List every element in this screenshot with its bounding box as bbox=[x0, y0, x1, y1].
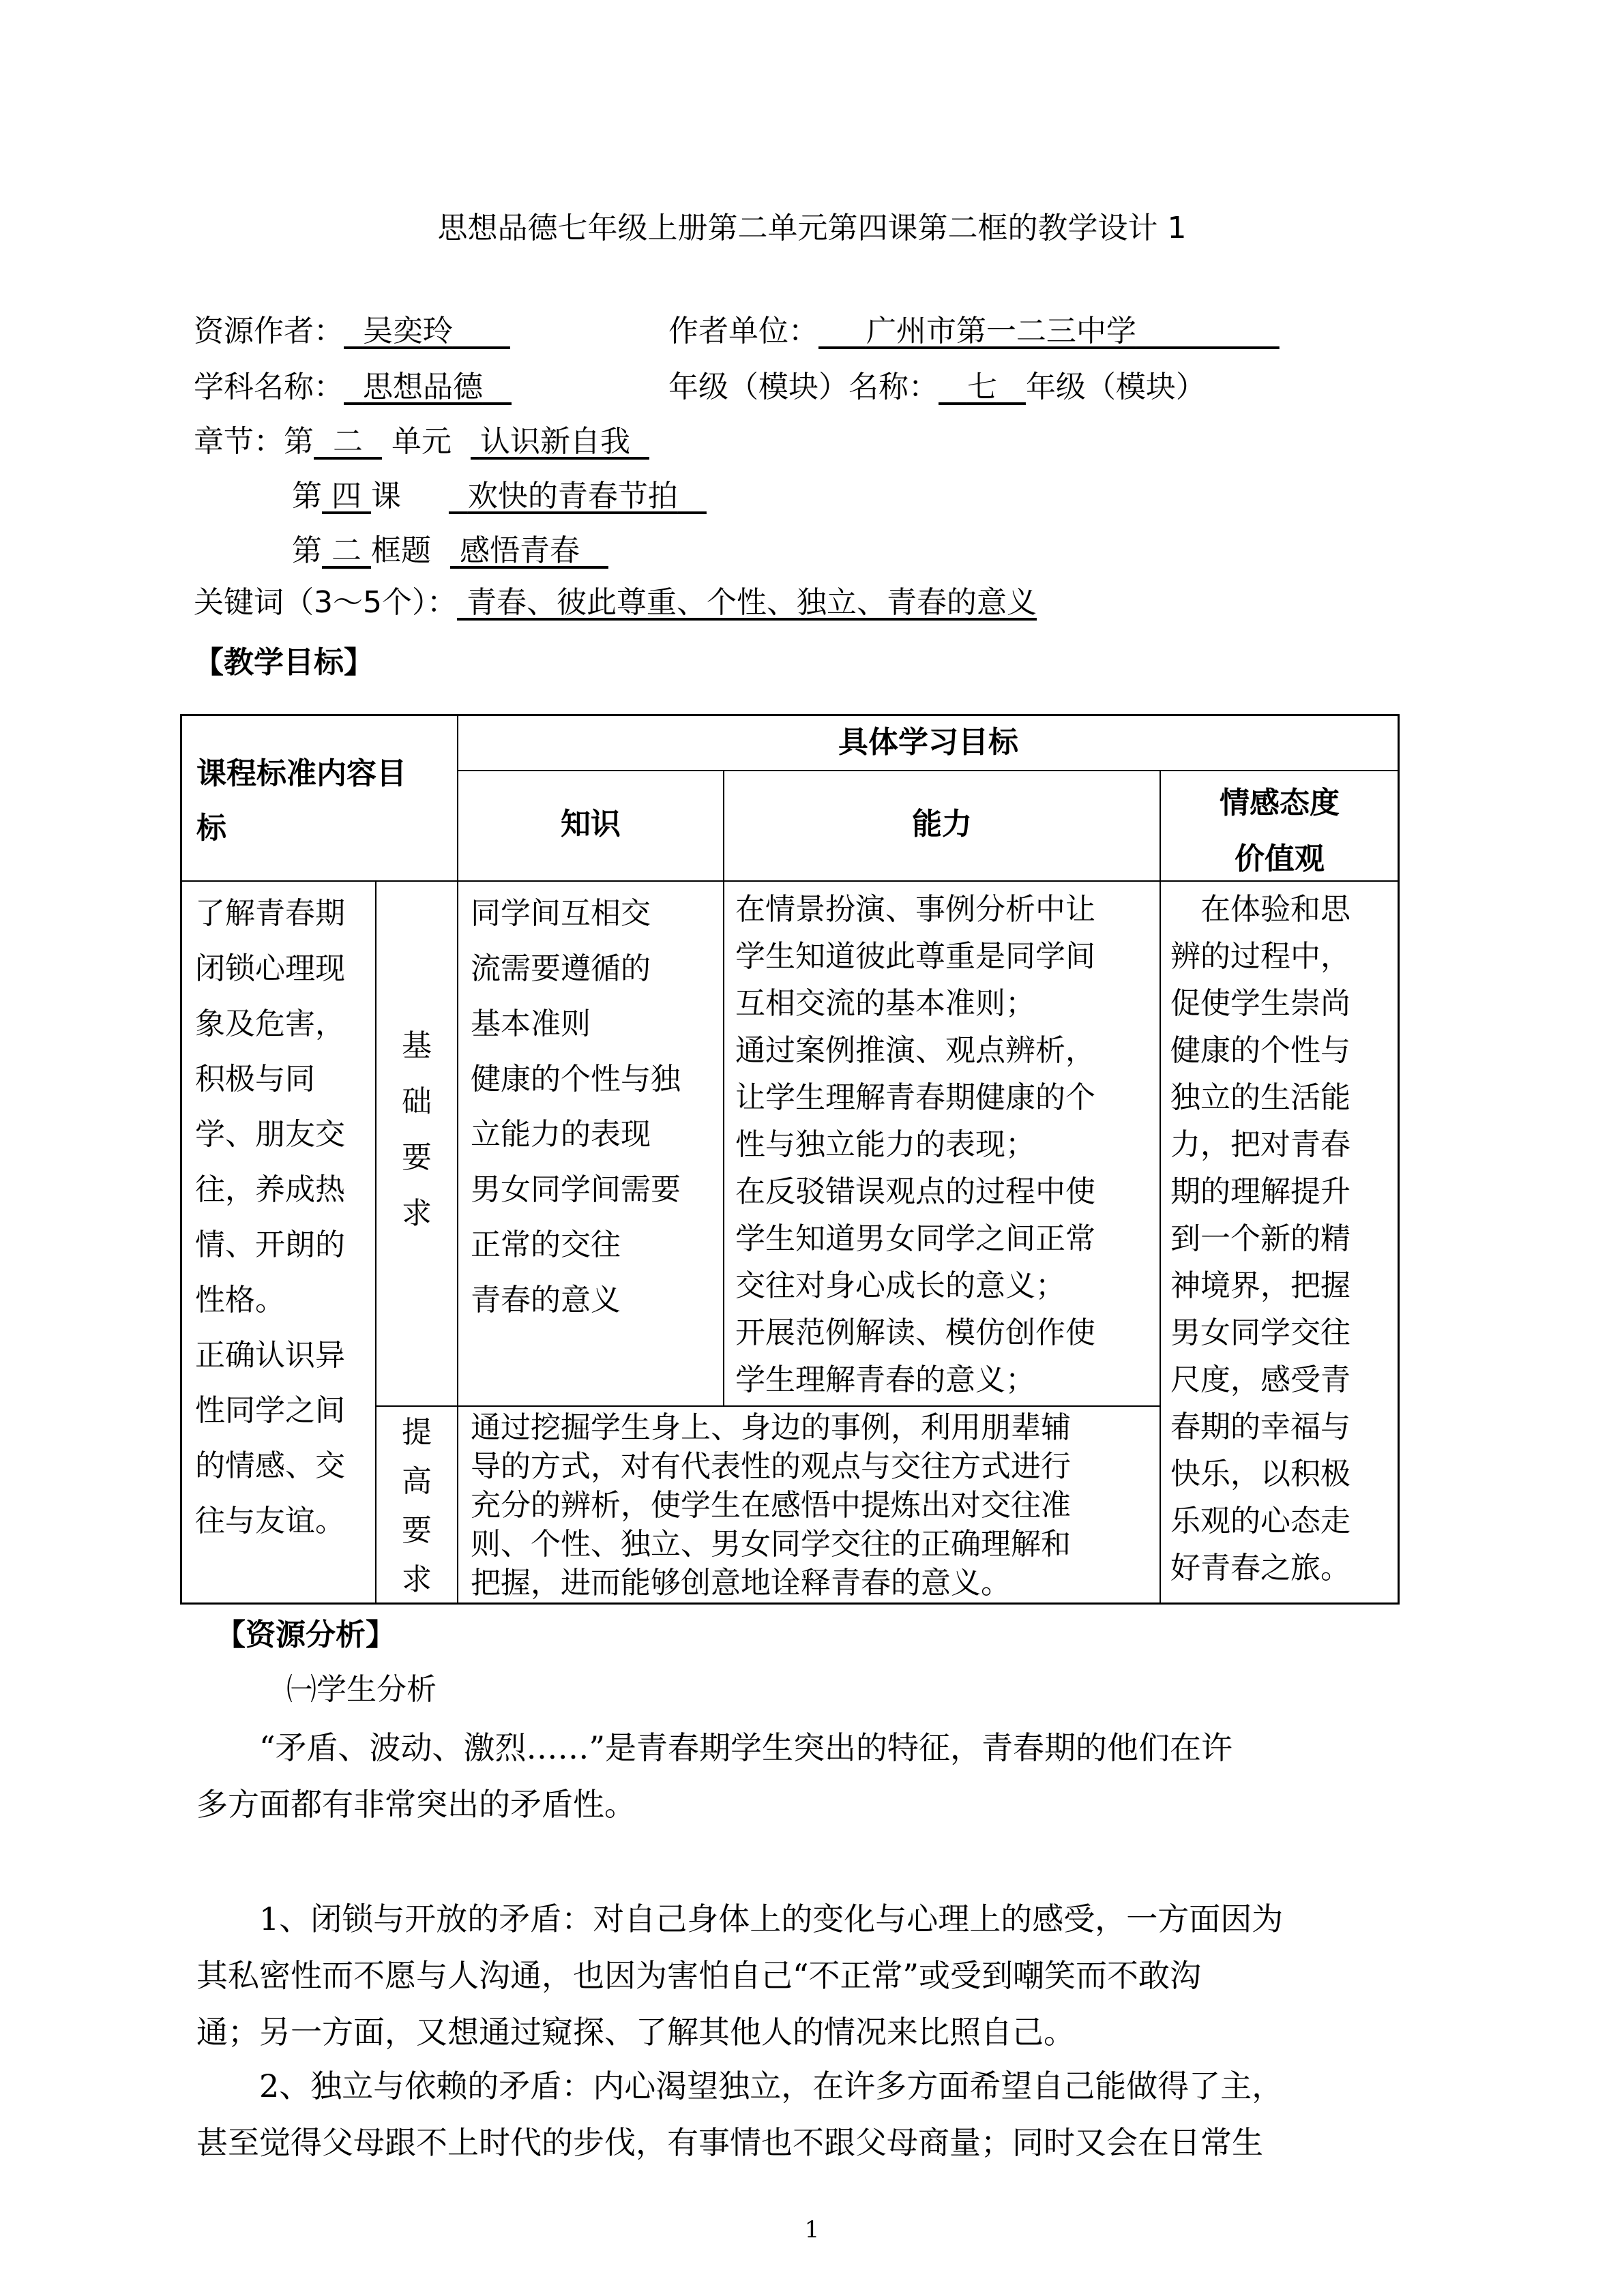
standard-line: 的情感、交 bbox=[195, 1448, 345, 1483]
standard-line: 性同学之间 bbox=[195, 1393, 345, 1428]
lesson-line: 第 四 课 欢快的青春节拍 bbox=[292, 479, 678, 513]
unit-line bbox=[668, 312, 1280, 351]
standard-line: 了解青春期 bbox=[195, 896, 345, 931]
emotion-line: 健康的个性与 bbox=[1170, 1033, 1350, 1068]
knowledge-line: 正常的交往 bbox=[471, 1227, 621, 1262]
subject-label: 学科名称： bbox=[194, 370, 344, 404]
document-title: 思想品德七年级上册第二单元第四课第二框的教学设计 1 bbox=[437, 211, 1187, 245]
emotion-line: 尺度，感受青 bbox=[1170, 1362, 1350, 1397]
goals-table bbox=[180, 714, 1400, 1605]
paragraph-line: 甚至觉得父母跟不上时代的步伐，有事情也不跟父母商量；同时又会在日常生 bbox=[196, 2124, 1263, 2161]
advanced-line: 把握，进而能够创意地诠释青春的意义。 bbox=[471, 1566, 1011, 1600]
ability-line: 互相交流的基本准则； bbox=[735, 986, 1035, 1021]
keywords-line bbox=[194, 584, 1037, 622]
paragraph-line: 其私密性而不愿与人沟通，也因为害怕自己“不正常”或受到嘲笑而不敢沟 bbox=[196, 1957, 1202, 1994]
paragraph-2 bbox=[196, 1891, 1424, 2061]
ability-line: 让学生理解青春期健康的个 bbox=[735, 1080, 1095, 1115]
emotion-line: 乐观的心态走 bbox=[1170, 1504, 1350, 1538]
emotion-line: 快乐，以积极 bbox=[1170, 1457, 1350, 1491]
knowledge-line: 流需要遵循的 bbox=[471, 951, 651, 986]
ability-line: 性与独立能力的表现； bbox=[735, 1127, 1035, 1162]
subject-line bbox=[194, 368, 512, 406]
standard-line: 闭锁心理现 bbox=[195, 951, 345, 986]
knowledge-line: 男女同学间需要 bbox=[471, 1172, 681, 1207]
standard-line: 象及危害， bbox=[195, 1007, 345, 1041]
advanced-requirement-label bbox=[377, 1408, 457, 1605]
ability-line: 在情景扮演、事例分析中让 bbox=[735, 892, 1095, 927]
advanced-line: 通过挖掘学生身上、身边的事例，利用朋辈辅 bbox=[471, 1410, 1071, 1445]
advanced-label-char: 高 bbox=[402, 1464, 432, 1499]
unit-value: 广州市第一二三中学 bbox=[866, 314, 1136, 348]
header-specific-goals: 具体学习目标 bbox=[838, 725, 1018, 760]
knowledge-content bbox=[471, 886, 723, 1328]
emotion-content bbox=[1170, 886, 1396, 1592]
ability-line: 学生理解青春的意义； bbox=[735, 1362, 1035, 1397]
paragraph-line: 1、闭锁与开放的矛盾：对自己身体上的变化与心理上的感受，一方面因为 bbox=[259, 1900, 1284, 1937]
subject-value: 思想品德 bbox=[362, 370, 483, 404]
keywords-value: 青春、彼此尊重、个性、独立、青春的意义 bbox=[467, 585, 1037, 620]
ability-line: 学生知道男女同学之间正常 bbox=[735, 1221, 1095, 1256]
author-line bbox=[194, 312, 510, 351]
grade-label: 年级（模块）名称： bbox=[668, 370, 939, 404]
paragraph-line: “矛盾、波动、激烈……”是青春期学生突出的特征，青春期的他们在许 bbox=[259, 1729, 1233, 1766]
paragraph-line: 多方面都有非常突出的矛盾性。 bbox=[196, 1786, 636, 1823]
grade-suffix: 年级（模块） bbox=[1025, 370, 1206, 404]
header-ability: 能力 bbox=[912, 807, 972, 841]
grade-value: 七 bbox=[966, 370, 997, 404]
emotion-line: 力，把对青春 bbox=[1170, 1127, 1350, 1162]
emotion-line: 期的理解提升 bbox=[1170, 1174, 1350, 1209]
paragraph-3 bbox=[196, 2058, 1424, 2171]
paragraph-line: 2、独立与依赖的矛盾：内心渴望独立，在许多方面希望自己能做得了主， bbox=[259, 2068, 1284, 2104]
basic-requirement-label bbox=[377, 1018, 457, 1242]
chapter-line: 章节：第 二 单元 认识新自我 bbox=[194, 424, 630, 459]
header-knowledge: 知识 bbox=[561, 807, 621, 841]
frame-name: 感悟青春 bbox=[459, 533, 580, 568]
header-standard: 课程标准内容目 标 bbox=[196, 756, 407, 846]
lesson-name: 欢快的青春节拍 bbox=[467, 479, 678, 513]
goals-heading: 【教学目标】 bbox=[194, 645, 374, 680]
ability-line: 通过案例推演、观点辨析， bbox=[735, 1033, 1095, 1068]
emotion-line: 在体验和思 bbox=[1200, 892, 1350, 927]
grade-line bbox=[668, 368, 1206, 406]
standard-content bbox=[195, 886, 374, 1549]
advanced-label-char: 提 bbox=[402, 1415, 432, 1450]
knowledge-line: 基本准则 bbox=[471, 1007, 591, 1041]
author-value: 吴奕玲 bbox=[362, 314, 453, 348]
ability-line: 学生知道彼此尊重是同学间 bbox=[735, 939, 1095, 974]
unit-label: 作者单位： bbox=[668, 314, 818, 348]
emotion-line: 独立的生活能 bbox=[1170, 1080, 1350, 1115]
basic-label-char: 求 bbox=[402, 1196, 432, 1231]
ability-line: 在反驳错误观点的过程中使 bbox=[735, 1174, 1095, 1209]
emotion-line: 辨的过程中， bbox=[1170, 939, 1350, 974]
paragraph-line: 通；另一方面，又想通过窥探、了解其他人的情况来比照自己。 bbox=[196, 2014, 1075, 2051]
standard-line: 往，养成热 bbox=[195, 1172, 345, 1207]
basic-label-char: 基 bbox=[402, 1028, 432, 1063]
standard-line: 往与友谊。 bbox=[195, 1504, 345, 1538]
author-label: 资源作者： bbox=[194, 314, 344, 348]
advanced-line: 导的方式，对有代表性的观点与交往方式进行 bbox=[471, 1449, 1071, 1484]
emotion-line: 好青春之旅。 bbox=[1170, 1551, 1350, 1585]
standard-line: 情、开朗的 bbox=[195, 1227, 345, 1262]
standard-line: 性格。 bbox=[195, 1283, 285, 1317]
basic-label-char: 础 bbox=[402, 1084, 432, 1119]
knowledge-line: 立能力的表现 bbox=[471, 1117, 651, 1152]
advanced-line: 则、个性、独立、男女同学交往的正确理解和 bbox=[471, 1527, 1071, 1562]
basic-label-char: 要 bbox=[402, 1140, 432, 1175]
emotion-line: 神境界，把握 bbox=[1170, 1268, 1350, 1303]
advanced-content bbox=[471, 1408, 1158, 1602]
keywords-label: 关键词（3～5个）： bbox=[194, 585, 457, 620]
emotion-line: 到一个新的精 bbox=[1170, 1221, 1350, 1256]
advanced-line: 充分的辨析，使学生在感悟中提炼出对交往准 bbox=[471, 1488, 1071, 1523]
emotion-line: 促使学生崇尚 bbox=[1170, 986, 1350, 1021]
header-emotion: 情感态度 价值观 bbox=[1220, 786, 1340, 876]
page-number: 1 bbox=[804, 2216, 820, 2243]
standard-line: 学、朋友交 bbox=[195, 1117, 345, 1152]
standard-line: 正确认识异 bbox=[195, 1338, 345, 1373]
student-analysis-heading: ㈠学生分析 bbox=[286, 1672, 437, 1707]
advanced-label-char: 求 bbox=[402, 1562, 432, 1597]
standard-line: 积极与同 bbox=[195, 1062, 315, 1097]
knowledge-line: 同学间互相交 bbox=[471, 896, 651, 931]
knowledge-line: 健康的个性与独 bbox=[471, 1062, 681, 1097]
knowledge-line: 青春的意义 bbox=[471, 1283, 621, 1317]
chapter-name: 认识新自我 bbox=[479, 424, 630, 459]
resource-heading: 【资源分析】 bbox=[216, 1617, 396, 1652]
emotion-line: 男女同学交往 bbox=[1170, 1315, 1350, 1350]
advanced-label-char: 要 bbox=[402, 1513, 432, 1548]
ability-line: 交往对身心成长的意义； bbox=[735, 1268, 1065, 1303]
ability-line: 开展范例解读、模仿创作使 bbox=[735, 1315, 1095, 1350]
frame-line: 第 二 框题 感悟青春 bbox=[292, 533, 580, 568]
emotion-line: 春期的幸福与 bbox=[1170, 1410, 1350, 1444]
ability-content bbox=[735, 886, 1158, 1403]
paragraph-1 bbox=[196, 1720, 1424, 1833]
